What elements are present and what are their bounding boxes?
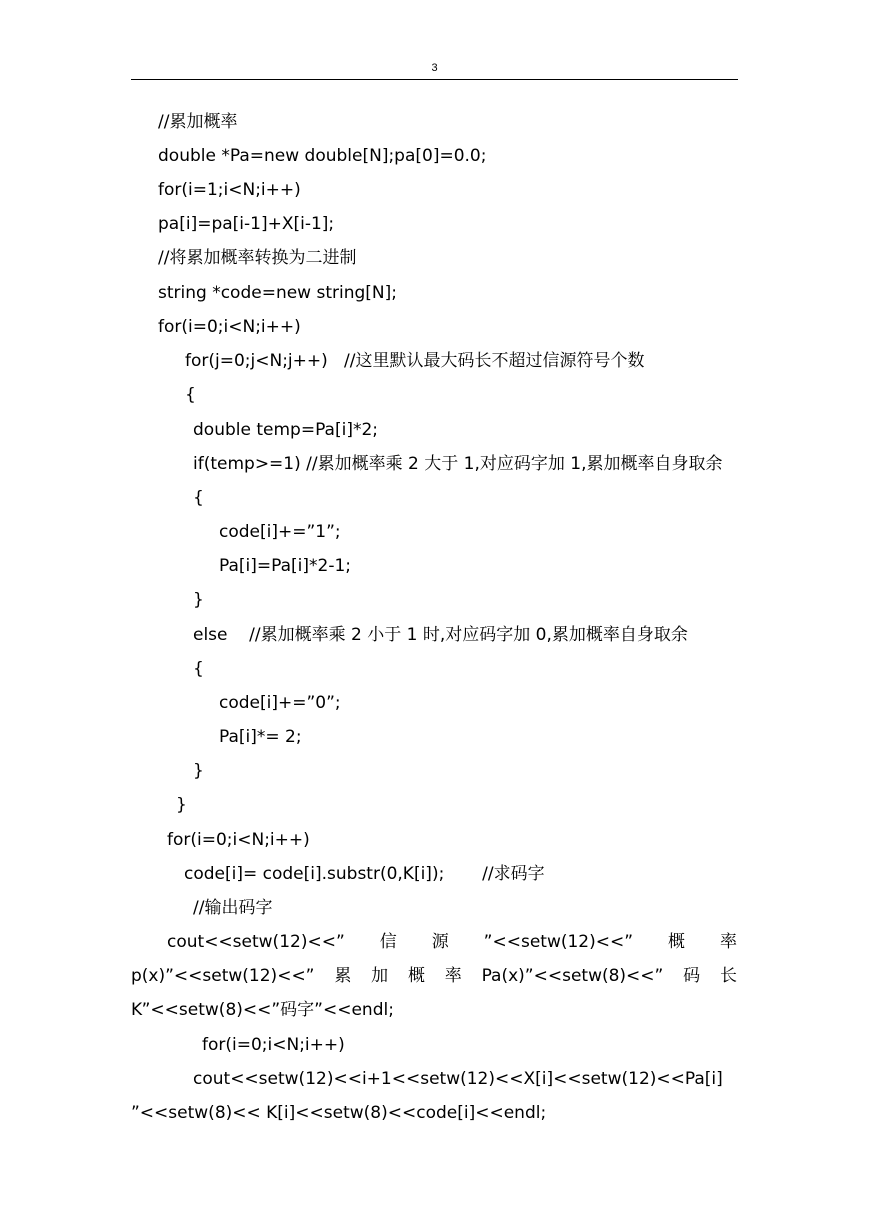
code-line: for(i=1;i<N;i++) — [158, 180, 301, 200]
code-line: code[i]+=”0”; — [219, 693, 341, 713]
cout-token: 率 — [444, 966, 462, 986]
code-line: for(i=0;i<N;i++) — [167, 830, 310, 850]
output-cout-row-1: cout<<setw(12)<<i+1<<setw(12)<<X[i]<<setw(12)<<Pa[i] — [193, 1069, 723, 1089]
cout-token: 加 — [371, 966, 389, 986]
cout-token: p(x)”<<setw(12)<<” — [131, 966, 315, 986]
cout-token: 源 — [431, 932, 449, 952]
code-line: string *code=new string[N]; — [158, 283, 397, 303]
cout-token: 码 — [683, 966, 701, 986]
cout-token: Pa(x)”<<setw(8)<<” — [481, 966, 664, 986]
cout-header-row-1 — [167, 932, 737, 952]
code-line: for(j=0;j<N;j++) //这里默认最大码长不超过信源符号个数 — [185, 351, 645, 371]
cout-header-row-3: K”<<setw(8)<<”码字”<<endl; — [131, 1000, 394, 1020]
cout-token: 概 — [407, 966, 425, 986]
cout-token: ”<<setw(12)<<” — [483, 932, 634, 952]
code-line: } — [193, 590, 204, 610]
code-line: } — [193, 761, 204, 781]
cout-token: cout<<setw(12)<<” — [167, 932, 345, 952]
code-line: pa[i]=pa[i-1]+X[i-1]; — [158, 214, 335, 234]
code-line: if(temp>=1) //累加概率乘 2 大于 1,对应码字加 1,累加概率自身取余 — [193, 454, 723, 474]
code-line: code[i]+=”1”; — [219, 522, 341, 542]
code-line: for(i=0;i<N;i++) — [158, 317, 301, 337]
output-cout-row-2: ”<<setw(8)<< K[i]<<setw(8)<<code[i]<<endl; — [131, 1103, 547, 1123]
page-number: 3 — [431, 62, 438, 74]
code-line: //累加概率 — [158, 112, 238, 132]
code-line: //输出码字 — [193, 898, 273, 918]
code-line: double *Pa=new double[N];pa[0]=0.0; — [158, 146, 487, 166]
code-line: Pa[i]=Pa[i]*2-1; — [219, 556, 352, 576]
code-line: Pa[i]*= 2; — [219, 727, 302, 747]
code-line: { — [185, 385, 196, 405]
cout-token: 率 — [719, 932, 737, 952]
code-line: code[i]= code[i].substr(0,K[i]); //求码字 — [184, 864, 545, 884]
code-line: { — [193, 488, 204, 508]
code-line: } — [176, 795, 187, 815]
code-line: { — [193, 659, 204, 679]
cout-token: 长 — [719, 966, 737, 986]
header-rule — [131, 79, 738, 80]
output-for-line: for(i=0;i<N;i++) — [202, 1035, 345, 1055]
cout-token: 累 — [334, 966, 352, 986]
cout-token: 概 — [668, 932, 686, 952]
code-line: else //累加概率乘 2 小于 1 时,对应码字加 0,累加概率自身取余 — [193, 625, 688, 645]
cout-token: 信 — [379, 932, 397, 952]
cout-header-row-2 — [131, 966, 737, 986]
code-line: //将累加概率转换为二进制 — [158, 248, 357, 268]
code-line: double temp=Pa[i]*2; — [193, 420, 378, 440]
